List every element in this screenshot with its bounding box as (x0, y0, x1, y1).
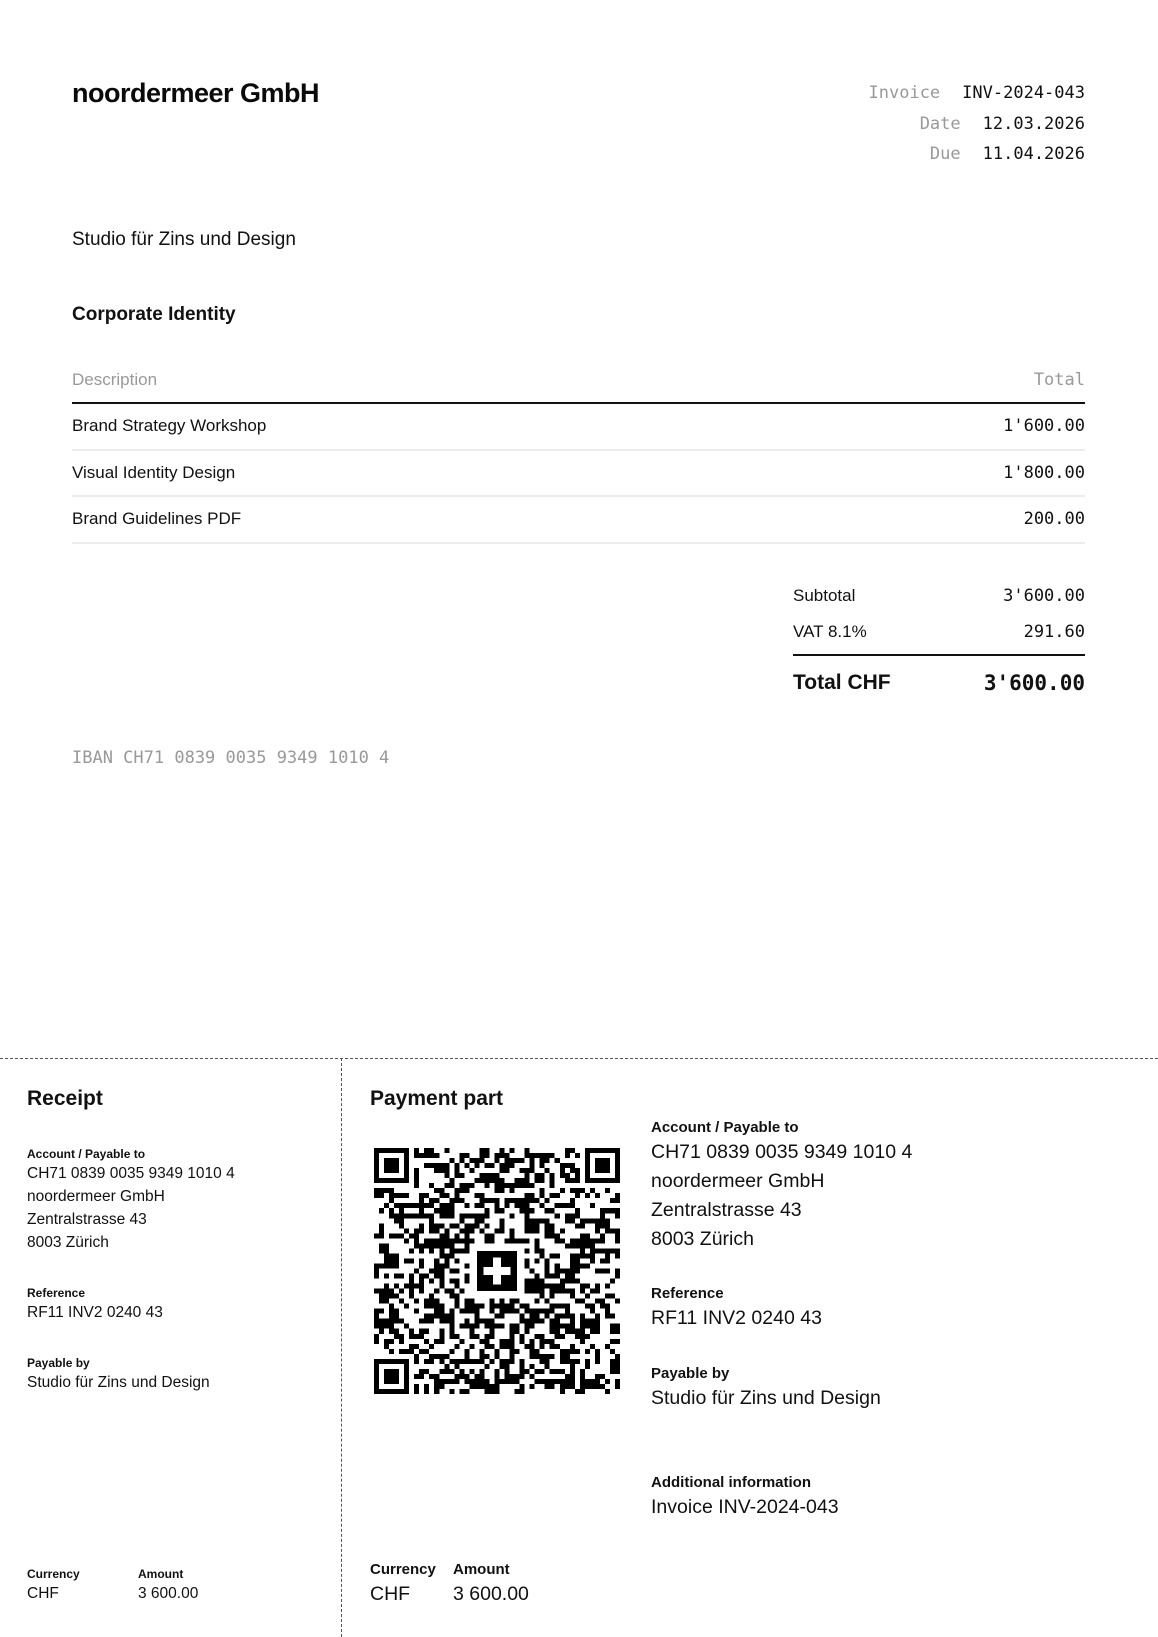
iban-line: IBAN CH71 0839 0035 9349 1010 4 (72, 748, 390, 768)
payment-payable-by-value: Studio für Zins und Design (651, 1387, 881, 1409)
receipt-reference (27, 1285, 163, 1324)
item-description: Visual Identity Design (72, 462, 236, 482)
vat-label: VAT 8.1% (793, 622, 867, 641)
payment-reference-value: RF11 INV2 0240 43 (651, 1307, 822, 1329)
project-title: Corporate Identity (72, 304, 236, 325)
receipt-amount-value: 3 600.00 (138, 1585, 199, 1602)
payment-reference (651, 1284, 822, 1333)
item-description: Brand Strategy Workshop (72, 416, 267, 436)
vat-value: 291.60 (1023, 622, 1085, 642)
payment-account-line: 8003 Zürich (651, 1228, 754, 1250)
payment-account-heading: Account / Payable to (651, 1119, 799, 1136)
payment-additional-info (651, 1473, 839, 1522)
meta-label: Due (929, 144, 961, 165)
receipt-currency-heading: Currency (27, 1567, 80, 1581)
receipt-title: Receipt (27, 1087, 103, 1110)
payment-account-line: CH71 0839 0035 9349 1010 4 (651, 1141, 913, 1163)
payment-payable-by (651, 1364, 881, 1413)
table-row (72, 451, 1085, 498)
table-header (72, 370, 1085, 404)
receipt-amount-heading: Amount (138, 1567, 184, 1581)
payment-amount (453, 1560, 529, 1609)
client-name: Studio für Zins und Design (72, 229, 296, 250)
payment-amount-heading: Amount (453, 1561, 510, 1578)
receipt-reference-value: RF11 INV2 0240 43 (27, 1304, 163, 1321)
receipt-account (27, 1146, 235, 1254)
payment-payable-by-heading: Payable by (651, 1365, 730, 1382)
meta-date (869, 109, 1085, 140)
payment-part-section (370, 1058, 1158, 1637)
receipt-reference-heading: Reference (27, 1286, 86, 1300)
payment-currency-heading: Currency (370, 1561, 436, 1578)
item-total: 200.00 (1023, 509, 1085, 530)
meta-value: 12.03.2026 (982, 113, 1085, 134)
receipt-account-line: 8003 Zürich (27, 1234, 109, 1251)
payment-currency (370, 1560, 436, 1609)
grand-total-label: Total CHF (793, 671, 891, 694)
subtotal-row (793, 578, 1085, 614)
perforation-vertical (341, 1058, 342, 1637)
receipt-currency (27, 1566, 80, 1605)
item-total: 1'600.00 (1003, 416, 1085, 437)
receipt-amount (138, 1566, 198, 1605)
meta-due (869, 139, 1085, 170)
grand-total-value: 3'600.00 (983, 671, 1085, 695)
line-items-table (72, 370, 1085, 544)
grand-total-row (793, 656, 1085, 710)
table-row (72, 497, 1085, 544)
payment-additional-heading: Additional information (651, 1474, 811, 1491)
meta-label: Date (919, 113, 961, 134)
header-total: Total (1033, 370, 1085, 390)
payment-currency-value: CHF (370, 1583, 411, 1605)
receipt-account-line: noordermeer GmbH (27, 1188, 165, 1205)
payment-account-line: Zentralstrasse 43 (651, 1199, 802, 1221)
company-name: noordermeer GmbH (72, 78, 320, 108)
vat-row (793, 614, 1085, 650)
item-total: 1'800.00 (1003, 462, 1085, 483)
swiss-qr-code-icon (374, 1148, 620, 1394)
item-description: Brand Guidelines PDF (72, 509, 242, 529)
receipt-payable-by-heading: Payable by (27, 1356, 90, 1370)
table-row (72, 404, 1085, 451)
payment-account-line: noordermeer GmbH (651, 1170, 825, 1192)
invoice-meta (869, 78, 1085, 170)
receipt-currency-value: CHF (27, 1585, 59, 1602)
receipt-account-line: Zentralstrasse 43 (27, 1211, 147, 1228)
payment-amount-value: 3 600.00 (453, 1583, 529, 1605)
subtotal-value: 3'600.00 (1003, 586, 1085, 606)
subtotal-label: Subtotal (793, 586, 856, 605)
receipt-payable-by (27, 1355, 210, 1394)
totals-block (793, 578, 1085, 710)
payment-part-title: Payment part (370, 1087, 504, 1110)
header-description: Description (72, 370, 158, 389)
meta-label: Invoice (868, 83, 941, 104)
receipt-payable-by-value: Studio für Zins und Design (27, 1374, 210, 1391)
payment-additional-value: Invoice INV-2024-043 (651, 1496, 839, 1518)
payment-account (651, 1118, 912, 1254)
meta-invoice-number (869, 78, 1085, 109)
payment-reference-heading: Reference (651, 1285, 724, 1302)
receipt-account-heading: Account / Payable to (27, 1147, 146, 1161)
receipt-account-line: CH71 0839 0035 9349 1010 4 (27, 1165, 235, 1182)
meta-value: INV-2024-043 (962, 83, 1085, 104)
meta-value: 11.04.2026 (982, 144, 1085, 165)
